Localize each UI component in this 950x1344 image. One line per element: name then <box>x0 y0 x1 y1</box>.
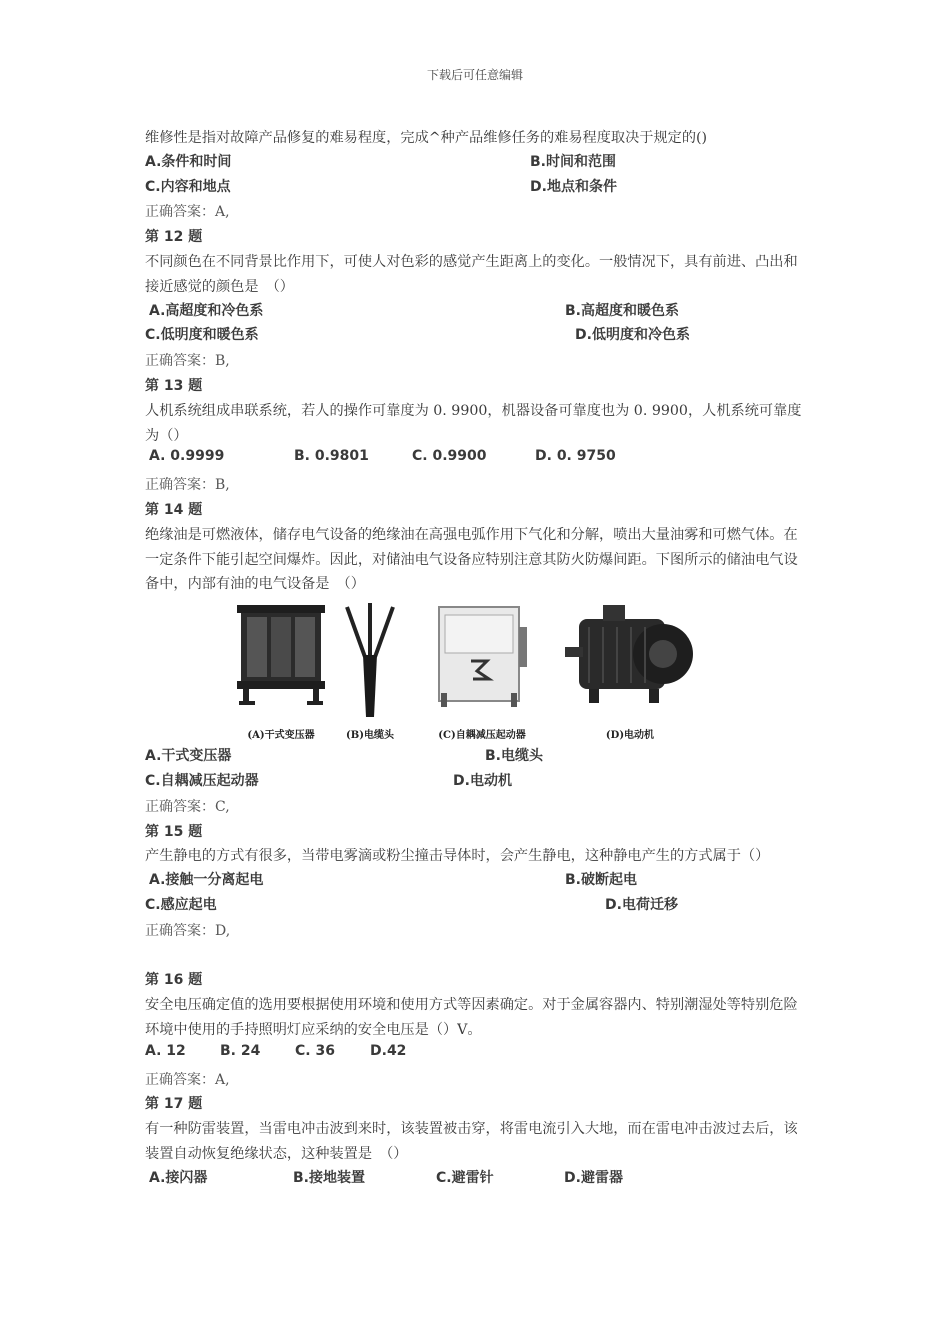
option-a: A.干式变压器 <box>145 748 232 765</box>
cable-head-image <box>339 597 401 721</box>
option-a: A.接闪器 <box>149 1169 208 1186</box>
option-b: B.电缆头 <box>485 748 543 765</box>
figure-caption-c: (C)自耦减压起动器 <box>438 730 526 742</box>
options-row <box>145 1167 810 1192</box>
options-row <box>145 894 810 919</box>
question-title: 第 16 题 <box>145 972 203 989</box>
figure-caption-a: (A)干式变压器 <box>247 730 315 742</box>
question-title: 第 14 题 <box>145 501 203 518</box>
answer-text: 正确答案：B, <box>145 477 230 494</box>
option-a: A.高超度和冷色系 <box>149 302 264 319</box>
answer-text: 正确答案：D, <box>145 922 231 939</box>
question-stem: 维修性是指对故障产品修复的难易程度，完成^种产品维修任务的难易程度取决于规定的() <box>145 130 708 146</box>
figure-cable-head <box>339 597 401 745</box>
electric-motor-image <box>559 597 701 721</box>
question-stem: 人机系统组成串联系统，若人的操作可靠度为 0. 9900，机器设备可靠度也为 0. 9900，人机系统可靠度为（） <box>145 402 802 444</box>
question-title: 第 15 题 <box>145 823 203 840</box>
starter-image <box>427 597 537 721</box>
options-row <box>145 300 810 325</box>
blank-line <box>145 944 810 969</box>
figure-caption-d: (D)电动机 <box>605 730 655 742</box>
dry-transformer-image <box>231 597 331 721</box>
question-stem: 安全电压确定值的选用要根据使用环境和使用方式等因素确定。对于金属容器内、特别潮湿处等特别危险环境中使用的手持照明灯应采纳的安全电压是（）V。 <box>145 997 798 1038</box>
option-b: B.高超度和暖色系 <box>565 302 679 319</box>
option-b: B. 24 <box>220 1042 261 1059</box>
option-c: C.自耦减压起动器 <box>145 772 259 789</box>
options-row <box>145 176 810 201</box>
option-c: C.感应起电 <box>145 896 217 913</box>
question-stem: 产生静电的方式有很多，当带电雾滴或粉尘撞击导体时，会产生静电，这种静电产生的方式属于（） <box>145 848 770 865</box>
answer-text: 正确答案：A, <box>145 204 230 221</box>
document-body <box>145 126 810 1191</box>
options-row <box>145 1043 810 1068</box>
option-a: A. 12 <box>145 1042 186 1059</box>
options-row <box>145 869 810 894</box>
option-d: D.避雷器 <box>564 1169 623 1186</box>
question-title: 第 17 题 <box>145 1096 203 1113</box>
options-row <box>145 448 810 473</box>
option-a: A.条件和时间 <box>145 153 232 170</box>
answer-text: 正确答案：B, <box>145 353 230 370</box>
option-c: C.内容和地点 <box>145 178 231 195</box>
option-b: B.接地装置 <box>293 1169 365 1186</box>
option-b: B. 0.9801 <box>294 448 369 465</box>
option-d: D.地点和条件 <box>530 178 617 195</box>
answer-text: 正确答案：A, <box>145 1071 230 1088</box>
page-header: 下载后可任意编辑 <box>426 68 523 82</box>
option-a: A.接触一分离起电 <box>149 872 264 889</box>
figure-electric-motor <box>559 597 701 745</box>
question-stem: 不同颜色在不同背景比作用下，可使人对色彩的感觉产生距离上的变化。一般情况下，具有前进、凸出和接近感觉的颜色是 （） <box>145 253 798 295</box>
question-stem: 有一种防雷装置，当雷电冲击波到来时，该装置被击穿，将雷电流引入大地，而在雷电冲击波过去后，该装置自动恢复绝缘状态，这种装置是 （） <box>145 1121 798 1162</box>
option-d: D.电动机 <box>453 772 512 789</box>
figure-dry-transformer <box>231 597 331 745</box>
figure-autotransformer-starter <box>427 597 537 745</box>
equipment-figure <box>231 597 701 745</box>
option-c: C. 36 <box>295 1042 335 1059</box>
option-c: C.低明度和暖色系 <box>145 327 259 344</box>
option-d: D.电荷迁移 <box>605 896 678 913</box>
options-row <box>145 324 810 349</box>
option-d: D.42 <box>370 1042 407 1059</box>
options-row <box>145 770 810 795</box>
figure-caption-b: (B)电缆头 <box>346 730 394 742</box>
question-title: 第 12 题 <box>145 229 203 246</box>
option-b: B.破断起电 <box>565 872 637 889</box>
options-row <box>145 745 810 770</box>
option-c: C.避雷针 <box>436 1169 494 1186</box>
option-a: A. 0.9999 <box>149 448 225 465</box>
option-c: C. 0.9900 <box>412 448 487 465</box>
answer-text: 正确答案：C, <box>145 798 230 815</box>
option-b: B.时间和范围 <box>530 153 616 170</box>
question-stem: 绝缘油是可燃液体，储存电气设备的绝缘油在高强电弧作用下气化和分解，喷出大量油雾和可燃气体。在一定条件下能引起空间爆炸。因此，对储油电气设备应特别注意其防火防爆间距。下图所示的储油电气设备中，内部有油的电气设备是 （） <box>145 526 798 593</box>
option-d: D.低明度和冷色系 <box>575 327 690 344</box>
option-d: D. 0. 9750 <box>535 448 616 465</box>
question-title: 第 13 题 <box>145 377 203 394</box>
options-row <box>145 151 810 176</box>
